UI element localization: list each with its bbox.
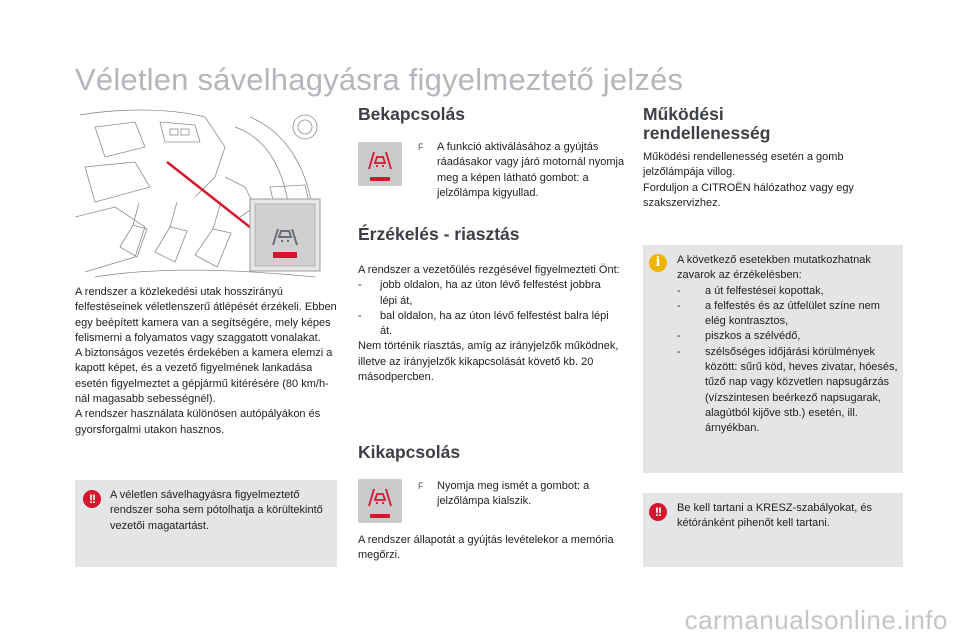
list-item: - szélsőséges időjárási körülmények között: sűrű köd, heves zivatar, hóesés, tűző nap vagy közvetlen napsugárzás (vízszintesen beérkező napsugarak, alagútból kijőve stb.) esetén, ill. árnyékban.: [677, 345, 898, 435]
intro-paragraph-1: A rendszer a közlekedési utak hosszirányú felfestéseinek véletlenszerű átlépését érzékeli. Ebben egy beépített kamera van a segítségére, mely képes felismerni a folyamatos vagy szaggatott vonalakat.: [75, 286, 337, 344]
dashboard-line-drawing: [75, 107, 337, 279]
warning-exclamation-icon: !!: [649, 503, 667, 521]
info-icon: i: [649, 254, 667, 272]
mukodesi-body: [643, 150, 905, 211]
lane-departure-button-icon: [367, 486, 393, 508]
warning-note: [75, 480, 337, 567]
warning-note-text: A véletlen sávelhagyásra figyelmeztető rendszer soha sem pótolhatja a körültekintő vezetői magatartást.: [110, 489, 323, 532]
kikapcsolas-text: Nyomja meg ismét a gombot: a jelzőlámpa kialszik.: [437, 480, 590, 508]
mukodesi-text2: Forduljon a CITROËN hálózathoz vagy egy szakszervizhez.: [643, 181, 854, 209]
bekapcsolas-text: A funkció aktiválásához a gyújtás ráadásakor vagy járó motornál nyomja meg a képen látható gombot: a jelzőlámpa kigyullad.: [437, 141, 625, 199]
button-on-icon: [358, 142, 402, 186]
list-item: - a felfestés és az útfelület színe nem elég kontrasztos,: [677, 299, 880, 328]
step-marker: F: [418, 481, 424, 491]
list-item: - bal oldalon, ha az úton lévő felfestést balra lépi át.: [358, 309, 620, 340]
button-led: [370, 177, 390, 181]
erzekeles-body: [358, 263, 620, 385]
bekapcsolas-heading: Bekapcsolás: [358, 104, 466, 124]
intro-text: [75, 285, 337, 438]
info-note-list: [677, 284, 899, 437]
page-title: Véletlen sávelhagyásra figyelmeztető jelzés: [75, 62, 684, 97]
erzekeles-outro: Nem történik riasztás, amíg az irányjelzők működnek, illetve az irányjelzők kikapcsolását követő kb. 20 másodpercben.: [358, 340, 619, 384]
info-note-intro: A következő esetekben mutatkozhatnak zavarok az érzékelésben:: [677, 254, 871, 282]
list-item: - piszkos a szélvédő,: [677, 330, 801, 343]
lane-departure-button-icon: [367, 149, 393, 171]
dashboard-illustration: [75, 107, 337, 279]
info-note: [643, 245, 903, 473]
button-zoom: [250, 199, 320, 271]
step-marker: F: [418, 142, 424, 152]
kikapcsolas-heading: Kikapcsolás: [358, 442, 461, 462]
erzekeles-heading: Érzékelés - riasztás: [358, 224, 520, 244]
list-item: - a út felfestései kopottak,: [677, 284, 824, 297]
kikapcsolas-instruction: [418, 479, 630, 510]
erzekeles-list: [358, 278, 620, 339]
kikapcsolas-footer: A rendszer állapotát a gyújtás levételekor a memória megőrzi.: [358, 534, 614, 562]
info-note-content: [677, 253, 899, 437]
mukodesi-text: Működési rendellenesség esetén a gomb jelzőlámpája villog.: [643, 151, 844, 179]
pointer-line: [167, 162, 260, 235]
button-off-icon: [358, 479, 402, 523]
button-led: [370, 514, 390, 518]
intro-paragraph-2: A biztonságos vezetés érdekében a kamera elemzi a kapott képet, és a vezető figyelmének lankadása esetén figyelmeztet a gépjármű kitérésére (80 km/h-nál magasabb sebességnél).: [75, 347, 333, 406]
mukodesi-heading-line1: Működési: [643, 104, 724, 124]
kresz-note: [643, 493, 903, 567]
erzekeles-intro: A rendszer a vezetőülés rezgésével figyelmezteti Önt:: [358, 264, 620, 276]
watermark: carmanualsonline.info: [684, 605, 948, 635]
intro-paragraph-3: A rendszer használata különösen autópályákon és gyorsforgalmi utakon hasznos.: [75, 408, 321, 436]
warning-exclamation-icon: !!: [83, 490, 101, 508]
bekapcsolas-instruction: [418, 140, 630, 201]
list-item: - jobb oldalon, ha az úton lévő felfestést jobbra lépi át,: [358, 278, 620, 309]
mukodesi-heading-line2: rendellenesség: [643, 123, 771, 143]
kresz-note-text: Be kell tartani a KRESZ-szabályokat, és kétóránként pihenőt kell tartani.: [677, 502, 873, 530]
